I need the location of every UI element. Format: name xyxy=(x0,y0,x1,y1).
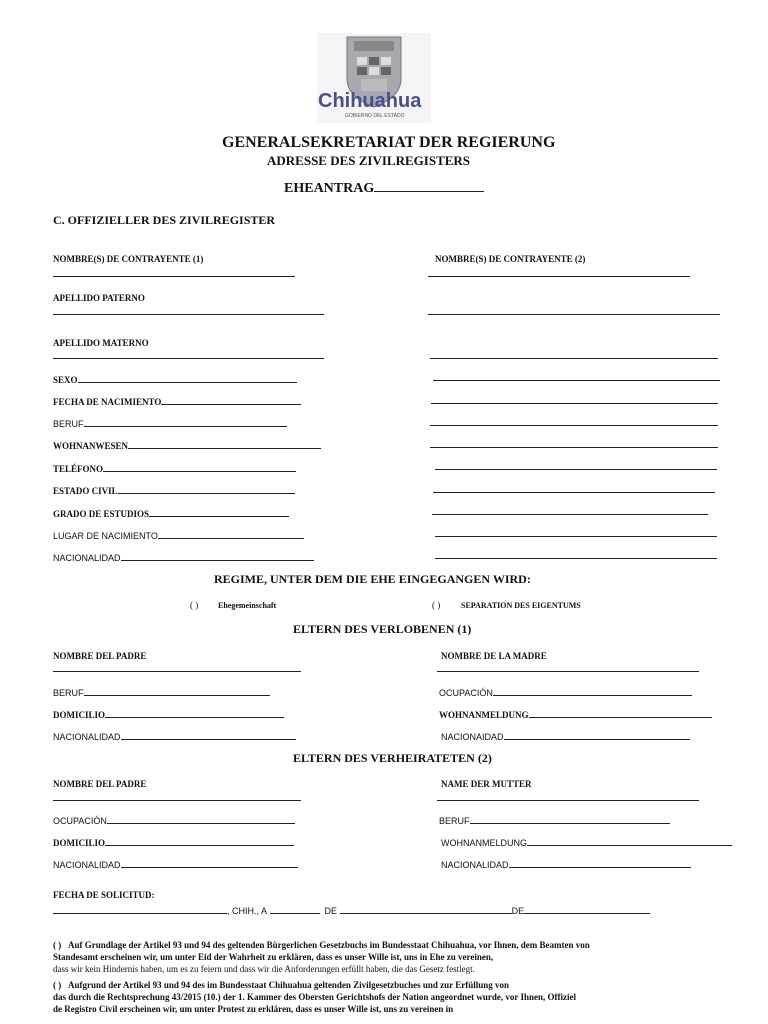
solicitud-de2-text: DE xyxy=(511,906,525,916)
parents-2-nacionalidad-label: NACIONALIDAD xyxy=(53,857,298,870)
logo-text: Chihuahua xyxy=(318,90,422,112)
contrayente-2-line[interactable] xyxy=(428,276,690,277)
parents-2-beruf-label: BERUF xyxy=(439,813,670,826)
regime-title: REGIME, UNTER DEM DIE EHE EINGEGANGEN WIRD: xyxy=(214,572,531,586)
contrayente-2-label: NOMBRE(S) DE CONTRAYENTE (2) xyxy=(435,254,586,264)
regime-checkbox-2[interactable]: ( ) xyxy=(432,600,441,610)
parents-2-ocupacion-line[interactable] xyxy=(107,813,295,824)
page-title: GENERALSEKRETARIAT DER REGIERUNG xyxy=(222,134,556,151)
wohnanwesen-2-line[interactable] xyxy=(430,447,718,448)
parents-2-beruf-line[interactable] xyxy=(470,813,670,824)
sexo-label: SEXO xyxy=(53,372,297,385)
parents-2-nacionalidad-line[interactable] xyxy=(121,857,298,868)
estado-civil-label: ESTADO CIVIL xyxy=(53,483,295,496)
parents-2-wohnanmeldung-line[interactable] xyxy=(527,835,732,846)
declaration-2-line-1: ( ) Aufgrund der Artikel 93 und 94 des im Bundesstaat Chihuahua geltenden Zivilgesetzbuches und zur Erfüllung von xyxy=(53,980,510,990)
grado-estudios-label: GRADO DE ESTUDIOS xyxy=(53,506,289,519)
telefono-2-line[interactable] xyxy=(435,469,717,470)
parents-2-nacionalidad-right-line[interactable] xyxy=(509,857,691,868)
parents-2-ocupacion-label: OCUPACIÓN xyxy=(53,813,295,826)
parents-2-domicilio-line[interactable] xyxy=(105,835,294,846)
solicitud-day-line[interactable] xyxy=(270,903,320,914)
officer-label: C. OFFIZIELLER DES ZIVILREGISTER xyxy=(53,213,276,227)
apellido-paterno-2-line[interactable] xyxy=(428,314,720,315)
fecha-nacimiento-2-line[interactable] xyxy=(431,403,718,404)
grado-estudios-1-line[interactable] xyxy=(149,506,289,517)
regime-checkbox-1[interactable]: ( ) xyxy=(190,600,199,610)
grado-estudios-2-line[interactable] xyxy=(432,514,708,515)
solicitud-de-text: DE xyxy=(324,906,338,916)
declaration-2 xyxy=(53,979,576,1015)
logo-subtext: GOBIERNO DEL ESTADO xyxy=(345,113,405,119)
solicitud-year-line[interactable] xyxy=(524,903,650,914)
estado-civil-2-line[interactable] xyxy=(433,492,715,493)
parents-1-ocupacion-line[interactable] xyxy=(493,685,692,696)
parents-1-ocupacion-label: OCUPACIÓN xyxy=(439,685,692,698)
apellido-materno-2-line[interactable] xyxy=(430,358,718,359)
parents-2-padre-label: NOMBRE DEL PADRE xyxy=(53,779,147,789)
parents-2-domicilio-label: DOMICILIO xyxy=(53,835,294,848)
form-title-line[interactable] xyxy=(374,181,484,192)
solicitud-chih-text: , CHIH., A xyxy=(227,906,268,916)
sexo-1-line[interactable] xyxy=(78,372,297,383)
parents-1-domicilio-label: DOMICILIO xyxy=(53,707,284,720)
parents-2-wohnanmeldung-label: WOHNANMELDUNG xyxy=(441,835,732,848)
parents-1-nacionaidad-label: NACIONAIDAD xyxy=(441,729,690,742)
parents-2-mutter-line[interactable] xyxy=(437,800,699,801)
declaration-2-checkbox[interactable]: ( ) xyxy=(53,980,62,990)
parents-2-mutter-label: NAME DER MUTTER xyxy=(441,779,532,789)
contrayente-1-label: NOMBRE(S) DE CONTRAYENTE (1) xyxy=(53,254,204,264)
parents-1-madre-label: NOMBRE DE LA MADRE xyxy=(441,651,547,661)
parents-1-nacionalidad-line[interactable] xyxy=(121,729,296,740)
declaration-1 xyxy=(53,939,590,975)
solicitud-row xyxy=(53,903,650,916)
parents-1-nacionalidad-label: NACIONALIDAD xyxy=(53,729,296,742)
regime-option-2: SEPARATION DES EIGENTUMS xyxy=(461,601,581,610)
parents-1-wohnanmeldung-line[interactable] xyxy=(529,707,712,718)
nacionalidad-label: NACIONALIDAD xyxy=(53,550,314,563)
beruf-1-line[interactable] xyxy=(84,416,287,427)
lugar-nacimiento-label: LUGAR DE NACIMIENTO xyxy=(53,528,304,541)
parents-2-nacionalidad-right-label: NACIONALIDAD xyxy=(441,857,691,870)
parents-1-beruf-line[interactable] xyxy=(84,685,270,696)
beruf-label: BERUF xyxy=(53,416,287,429)
declaration-1-line-3: dass wir kein Hindernis haben, um es zu feiern und dass wir die Anforderungen erfüllt haben, die das Gesetz festlegt. xyxy=(53,964,475,974)
nacionalidad-1-line[interactable] xyxy=(121,550,314,561)
parents-1-madre-line[interactable] xyxy=(437,671,699,672)
declaration-1-checkbox[interactable]: ( ) xyxy=(53,940,62,950)
form-title-text: EHEANTRAG xyxy=(284,181,375,196)
apellido-paterno-1-line[interactable] xyxy=(53,314,324,315)
page-subtitle: ADRESSE DES ZIVILREGISTERS xyxy=(267,153,471,168)
parents-1-domicilio-line[interactable] xyxy=(105,707,284,718)
declaration-2-line-2: das durch die Rechtsprechung 43/2015 (10.) der 1. Kammer des Obersten Gerichtshofs der Nation angeordnet wurde, vor Ihnen, Offiziel xyxy=(53,992,576,1002)
parents-1-padre-label: NOMBRE DEL PADRE xyxy=(53,651,147,661)
apellido-materno-1-line[interactable] xyxy=(53,358,324,359)
beruf-2-line[interactable] xyxy=(430,425,718,426)
wohnanwesen-1-line[interactable] xyxy=(128,438,321,449)
solicitud-place-line[interactable] xyxy=(53,903,227,914)
fecha-nacimiento-label: FECHA DE NACIMIENTO xyxy=(53,394,301,407)
contrayente-1-line[interactable] xyxy=(53,276,295,277)
parents-2-padre-line[interactable] xyxy=(53,800,301,801)
sexo-2-line[interactable] xyxy=(433,380,720,381)
telefono-label: TELÉFONO xyxy=(53,461,296,474)
estado-civil-1-line[interactable] xyxy=(118,483,295,494)
solicitud-month-line[interactable] xyxy=(340,903,512,914)
declaration-1-line-1: ( ) Auf Grundlage der Artikel 93 und 94 des geltenden Bürgerlichen Gesetzbuchs im Bundesstaat Chihuahua, vor Ihnen, dem Beamten von xyxy=(53,940,590,950)
apellido-materno-label: APELLIDO MATERNO xyxy=(53,338,149,348)
declaration-2-line-3: de Registro Civil erscheinen wir, um unter Protest zu erklären, dass es unser Wille ist, uns zu vereinen in xyxy=(53,1004,454,1014)
fecha-nacimiento-1-line[interactable] xyxy=(161,394,301,405)
lugar-nacimiento-1-line[interactable] xyxy=(158,528,304,539)
nacionalidad-2-line[interactable] xyxy=(435,558,717,559)
parents-1-padre-line[interactable] xyxy=(53,671,301,672)
parents-1-title: ELTERN DES VERLOBENEN (1) xyxy=(293,622,472,636)
wohnanwesen-label: WOHNANWESEN xyxy=(53,438,321,451)
declaration-1-line-2: Standesamt erscheinen wir, um unter Eid der Wahrheit zu erklären, dass es unser Wille ist, uns in Ehe zu vereinen, xyxy=(53,952,494,962)
parents-1-wohnanmeldung-label: WOHNANMELDUNG xyxy=(439,707,712,720)
solicitud-label: FECHA DE SOLICITUD: xyxy=(53,890,155,900)
regime-option-1: Ehegemeinschaft xyxy=(218,601,277,610)
apellido-paterno-label: APELLIDO PATERNO xyxy=(53,293,145,303)
parents-2-title: ELTERN DES VERHEIRATETEN (2) xyxy=(293,751,492,765)
parents-1-beruf-label: BERUF xyxy=(53,685,270,698)
form-title xyxy=(284,181,484,197)
telefono-1-line[interactable] xyxy=(103,461,296,472)
parents-1-nacionaidad-line[interactable] xyxy=(504,729,690,740)
lugar-nacimiento-2-line[interactable] xyxy=(435,536,717,537)
